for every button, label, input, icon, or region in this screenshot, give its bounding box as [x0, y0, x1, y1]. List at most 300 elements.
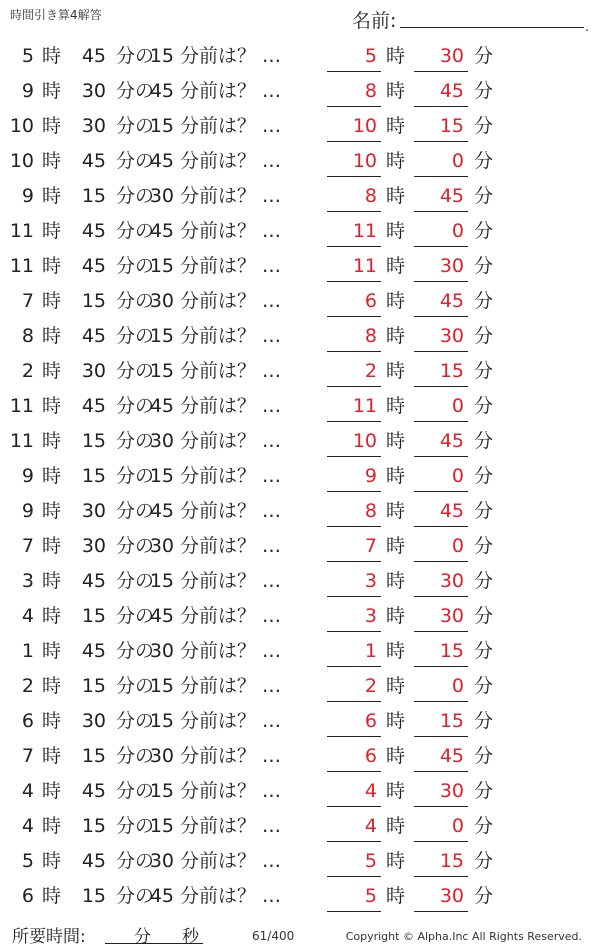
minutes-before: 15 [149, 465, 174, 487]
start-minute: 30 [81, 115, 106, 137]
problem-row [0, 318, 600, 353]
start-minute: 15 [81, 290, 106, 312]
answer-hour-line [327, 771, 381, 772]
answer-hour: 2 [364, 675, 377, 697]
start-minute: 45 [81, 850, 106, 872]
answer-minute-unit: 分 [474, 465, 494, 487]
start-hour: 10 [9, 115, 34, 137]
answer-hour-unit: 時 [386, 45, 406, 67]
start-hour: 9 [21, 500, 34, 522]
hour-unit: 時 [42, 360, 62, 382]
start-hour: 5 [21, 850, 34, 872]
answer-minute: 0 [451, 220, 464, 242]
answer-minute-line [414, 806, 468, 807]
minute-of-label: 分の [116, 780, 155, 802]
start-hour: 9 [21, 465, 34, 487]
minute-of-label: 分の [116, 605, 155, 627]
minutes-before: 45 [149, 395, 174, 417]
hour-unit: 時 [42, 325, 62, 347]
answer-minute-unit: 分 [474, 815, 494, 837]
answer-hour-unit: 時 [386, 255, 406, 277]
hour-unit: 時 [42, 430, 62, 452]
answer-minute-line [414, 491, 468, 492]
answer-minute: 45 [439, 430, 464, 452]
problem-row [0, 493, 600, 528]
start-hour: 7 [21, 290, 34, 312]
minute-of-label: 分の [116, 850, 155, 872]
answer-minute-line [414, 71, 468, 72]
hour-unit: 時 [42, 185, 62, 207]
answer-minute-unit: 分 [474, 290, 494, 312]
answer-hour: 6 [364, 710, 377, 732]
answer-hour-unit: 時 [386, 80, 406, 102]
answer-hour: 8 [364, 185, 377, 207]
answer-hour-line [327, 666, 381, 667]
answer-minute-unit: 分 [474, 255, 494, 277]
problem-row [0, 633, 600, 668]
minutes-before: 30 [149, 185, 174, 207]
question-label: 分前は？ … [180, 290, 282, 312]
start-minute: 45 [81, 255, 106, 277]
answer-minute-line [414, 561, 468, 562]
start-hour: 7 [21, 745, 34, 767]
question-label: 分前は？ … [180, 710, 282, 732]
start-minute: 45 [81, 45, 106, 67]
answer-minute-line [414, 421, 468, 422]
answer-minute-unit: 分 [474, 115, 494, 137]
minute-of-label: 分の [116, 220, 155, 242]
answer-minute: 30 [439, 780, 464, 802]
answer-minute-line [414, 141, 468, 142]
minutes-before: 45 [149, 220, 174, 242]
answer-minute-unit: 分 [474, 745, 494, 767]
hour-unit: 時 [42, 780, 62, 802]
minutes-before: 30 [149, 745, 174, 767]
answer-hour-unit: 時 [386, 570, 406, 592]
answer-hour-line [327, 841, 381, 842]
answer-minute-line [414, 876, 468, 877]
answer-hour: 4 [364, 780, 377, 802]
answer-minute: 30 [439, 45, 464, 67]
answer-hour-unit: 時 [386, 815, 406, 837]
answer-minute: 15 [439, 710, 464, 732]
answer-minute: 45 [439, 745, 464, 767]
problem-row [0, 143, 600, 178]
answer-hour-unit: 時 [386, 115, 406, 137]
question-label: 分前は？ … [180, 115, 282, 137]
answer-minute-unit: 分 [474, 220, 494, 242]
question-label: 分前は？ … [180, 850, 282, 872]
minutes-before: 30 [149, 290, 174, 312]
minutes-before: 45 [149, 500, 174, 522]
hour-unit: 時 [42, 850, 62, 872]
problem-row [0, 38, 600, 73]
answer-minute-unit: 分 [474, 675, 494, 697]
answer-hour-line [327, 596, 381, 597]
answer-hour-line [327, 631, 381, 632]
answer-hour-line [327, 806, 381, 807]
question-label: 分前は？ … [180, 45, 282, 67]
hour-unit: 時 [42, 220, 62, 242]
answer-minute-line [414, 246, 468, 247]
answer-hour-unit: 時 [386, 500, 406, 522]
copyright: Copyright © Alpha.Inc All Rights Reserved. [345, 930, 582, 943]
answer-hour-line [327, 316, 381, 317]
answer-hour-line [327, 351, 381, 352]
start-minute: 30 [81, 710, 106, 732]
minute-of-label: 分の [116, 745, 155, 767]
problem-row [0, 878, 600, 913]
start-minute: 45 [81, 780, 106, 802]
minute-of-label: 分の [116, 255, 155, 277]
answer-hour-line [327, 246, 381, 247]
question-label: 分前は？ … [180, 150, 282, 172]
hour-unit: 時 [42, 710, 62, 732]
hour-unit: 時 [42, 535, 62, 557]
answer-minute-line [414, 841, 468, 842]
hour-unit: 時 [42, 115, 62, 137]
answer-minute-unit: 分 [474, 570, 494, 592]
answer-minute: 0 [451, 465, 464, 487]
answer-minute: 0 [451, 395, 464, 417]
answer-hour-unit: 時 [386, 325, 406, 347]
question-label: 分前は？ … [180, 185, 282, 207]
answer-hour-line [327, 526, 381, 527]
answer-hour-unit: 時 [386, 465, 406, 487]
start-minute: 30 [81, 535, 106, 557]
question-label: 分前は？ … [180, 815, 282, 837]
problem-row [0, 73, 600, 108]
answer-minute-unit: 分 [474, 325, 494, 347]
start-hour: 9 [21, 185, 34, 207]
answer-hour-unit: 時 [386, 605, 406, 627]
answer-hour: 4 [364, 815, 377, 837]
problem-row [0, 668, 600, 703]
hour-unit: 時 [42, 395, 62, 417]
answer-hour-line [327, 491, 381, 492]
name-label: 名前: [352, 10, 397, 32]
question-label: 分前は？ … [180, 220, 282, 242]
problem-row [0, 213, 600, 248]
answer-hour: 11 [352, 395, 377, 417]
start-hour: 4 [21, 780, 34, 802]
question-label: 分前は？ … [180, 465, 282, 487]
question-label: 分前は？ … [180, 885, 282, 907]
start-hour: 7 [21, 535, 34, 557]
answer-minute-unit: 分 [474, 500, 494, 522]
answer-hour-unit: 時 [386, 745, 406, 767]
minutes-before: 15 [149, 325, 174, 347]
answer-hour-unit: 時 [386, 395, 406, 417]
minutes-before: 15 [149, 255, 174, 277]
problem-row [0, 353, 600, 388]
answer-hour-line [327, 456, 381, 457]
start-minute: 15 [81, 815, 106, 837]
answer-minute-unit: 分 [474, 885, 494, 907]
answer-hour-unit: 時 [386, 675, 406, 697]
answer-minute-line [414, 666, 468, 667]
answer-hour-unit: 時 [386, 885, 406, 907]
question-label: 分前は？ … [180, 535, 282, 557]
answer-hour-line [327, 386, 381, 387]
minute-of-label: 分の [116, 45, 155, 67]
start-minute: 15 [81, 885, 106, 907]
answer-hour-line [327, 736, 381, 737]
minute-of-label: 分の [116, 395, 155, 417]
answer-minute-unit: 分 [474, 45, 494, 67]
answer-hour: 8 [364, 500, 377, 522]
minute-of-label: 分の [116, 570, 155, 592]
minute-of-label: 分の [116, 360, 155, 382]
hour-unit: 時 [42, 465, 62, 487]
minute-of-label: 分の [116, 500, 155, 522]
answer-minute: 0 [451, 535, 464, 557]
answer-hour-unit: 時 [386, 220, 406, 242]
hour-unit: 時 [42, 500, 62, 522]
start-minute: 30 [81, 80, 106, 102]
answer-minute-line [414, 386, 468, 387]
answer-hour: 1 [364, 640, 377, 662]
question-label: 分前は？ … [180, 780, 282, 802]
question-label: 分前は？ … [180, 675, 282, 697]
answer-minute: 30 [439, 570, 464, 592]
answer-hour-line [327, 421, 381, 422]
minutes-before: 15 [149, 815, 174, 837]
answer-hour-line [327, 281, 381, 282]
answer-hour-unit: 時 [386, 710, 406, 732]
answer-minute-line [414, 176, 468, 177]
minute-of-label: 分の [116, 80, 155, 102]
problem-row [0, 738, 600, 773]
minutes-before: 15 [149, 675, 174, 697]
start-hour: 5 [21, 45, 34, 67]
answer-minute-unit: 分 [474, 80, 494, 102]
minutes-before: 45 [149, 150, 174, 172]
answer-hour: 10 [352, 430, 377, 452]
start-hour: 1 [21, 640, 34, 662]
minute-of-label: 分の [116, 430, 155, 452]
hour-unit: 時 [42, 290, 62, 312]
problem-row [0, 388, 600, 423]
problem-row [0, 283, 600, 318]
hour-unit: 時 [42, 640, 62, 662]
minutes-before: 15 [149, 570, 174, 592]
answer-minute-unit: 分 [474, 850, 494, 872]
start-minute: 45 [81, 150, 106, 172]
start-minute: 15 [81, 185, 106, 207]
start-hour: 3 [21, 570, 34, 592]
answer-hour: 11 [352, 255, 377, 277]
minutes-before: 15 [149, 115, 174, 137]
answer-minute: 15 [439, 850, 464, 872]
answer-minute-unit: 分 [474, 185, 494, 207]
start-hour: 2 [21, 675, 34, 697]
answer-hour: 10 [352, 115, 377, 137]
minute-of-label: 分の [116, 290, 155, 312]
answer-minute: 30 [439, 605, 464, 627]
start-hour: 11 [9, 430, 34, 452]
answer-hour-line [327, 876, 381, 877]
answer-hour-unit: 時 [386, 850, 406, 872]
answer-hour: 8 [364, 80, 377, 102]
name-line-end: . [585, 20, 589, 34]
problem-row [0, 178, 600, 213]
start-minute: 45 [81, 570, 106, 592]
problem-row [0, 843, 600, 878]
question-label: 分前は？ … [180, 360, 282, 382]
start-minute: 30 [81, 360, 106, 382]
start-minute: 45 [81, 640, 106, 662]
start-minute: 45 [81, 325, 106, 347]
answer-hour-unit: 時 [386, 185, 406, 207]
minute-of-label: 分の [116, 115, 155, 137]
minute-of-label: 分の [116, 710, 155, 732]
problem-list [0, 38, 600, 913]
answer-hour-line [327, 701, 381, 702]
hour-unit: 時 [42, 570, 62, 592]
start-hour: 11 [9, 255, 34, 277]
answer-hour-unit: 時 [386, 780, 406, 802]
answer-minute-unit: 分 [474, 605, 494, 627]
question-label: 分前は？ … [180, 325, 282, 347]
answer-hour-line [327, 211, 381, 212]
answer-hour: 9 [364, 465, 377, 487]
answer-hour: 6 [364, 745, 377, 767]
answer-minute-line [414, 211, 468, 212]
elapsed-time-label: 所要時間: [12, 927, 86, 947]
answer-minute: 0 [451, 815, 464, 837]
answer-hour-line [327, 106, 381, 107]
question-label: 分前は？ … [180, 500, 282, 522]
minutes-before: 15 [149, 360, 174, 382]
start-hour: 4 [21, 605, 34, 627]
answer-minute-line [414, 526, 468, 527]
answer-minute-unit: 分 [474, 395, 494, 417]
answer-minute: 45 [439, 185, 464, 207]
answer-minute-line [414, 351, 468, 352]
page-number: 61/400 [252, 929, 295, 943]
start-hour: 2 [21, 360, 34, 382]
answer-minute: 45 [439, 500, 464, 522]
start-minute: 15 [81, 745, 106, 767]
answer-minute: 30 [439, 885, 464, 907]
answer-hour: 10 [352, 150, 377, 172]
answer-hour: 3 [364, 605, 377, 627]
answer-hour: 5 [364, 850, 377, 872]
question-label: 分前は？ … [180, 80, 282, 102]
minutes-before: 30 [149, 535, 174, 557]
question-label: 分前は？ … [180, 640, 282, 662]
hour-unit: 時 [42, 745, 62, 767]
start-hour: 4 [21, 815, 34, 837]
answer-minute-line [414, 456, 468, 457]
minutes-before: 45 [149, 605, 174, 627]
answer-minute-unit: 分 [474, 430, 494, 452]
question-label: 分前は？ … [180, 605, 282, 627]
problem-row [0, 248, 600, 283]
answer-hour: 7 [364, 535, 377, 557]
answer-hour: 3 [364, 570, 377, 592]
answer-minute-line [414, 281, 468, 282]
hour-unit: 時 [42, 45, 62, 67]
answer-hour: 5 [364, 885, 377, 907]
start-hour: 6 [21, 710, 34, 732]
minute-of-label: 分の [116, 465, 155, 487]
problem-row [0, 703, 600, 738]
answer-minute: 0 [451, 675, 464, 697]
answer-minute: 30 [439, 325, 464, 347]
start-minute: 15 [81, 675, 106, 697]
minute-of-label: 分の [116, 535, 155, 557]
hour-unit: 時 [42, 150, 62, 172]
answer-minute: 15 [439, 115, 464, 137]
answer-hour-unit: 時 [386, 290, 406, 312]
problem-row [0, 528, 600, 563]
start-hour: 10 [9, 150, 34, 172]
answer-minute-line [414, 911, 468, 912]
start-minute: 15 [81, 605, 106, 627]
minutes-before: 30 [149, 430, 174, 452]
answer-minute-line [414, 631, 468, 632]
answer-minute-line [414, 106, 468, 107]
start-minute: 30 [81, 500, 106, 522]
hour-unit: 時 [42, 675, 62, 697]
answer-minute-unit: 分 [474, 535, 494, 557]
problem-row [0, 563, 600, 598]
minute-of-label: 分の [116, 325, 155, 347]
name-line [400, 27, 584, 28]
problem-row [0, 458, 600, 493]
minutes-before: 30 [149, 640, 174, 662]
hour-unit: 時 [42, 255, 62, 277]
answer-hour-line [327, 911, 381, 912]
problem-row [0, 423, 600, 458]
minute-of-label: 分の [116, 640, 155, 662]
answer-hour: 8 [364, 325, 377, 347]
answer-hour: 2 [364, 360, 377, 382]
minute-of-label: 分の [116, 150, 155, 172]
answer-minute: 45 [439, 290, 464, 312]
answer-minute: 15 [439, 640, 464, 662]
question-label: 分前は？ … [180, 570, 282, 592]
minutes-before: 15 [149, 780, 174, 802]
answer-minute-line [414, 596, 468, 597]
answer-minute-line [414, 771, 468, 772]
answer-hour-unit: 時 [386, 360, 406, 382]
answer-hour-line [327, 561, 381, 562]
start-hour: 8 [21, 325, 34, 347]
answer-hour-unit: 時 [386, 150, 406, 172]
answer-hour-unit: 時 [386, 535, 406, 557]
minute-of-label: 分の [116, 675, 155, 697]
answer-minute: 0 [451, 150, 464, 172]
answer-hour-unit: 時 [386, 640, 406, 662]
minutes-before: 45 [149, 80, 174, 102]
start-hour: 6 [21, 885, 34, 907]
answer-minute: 30 [439, 255, 464, 277]
start-minute: 45 [81, 220, 106, 242]
start-hour: 9 [21, 80, 34, 102]
answer-minute-unit: 分 [474, 640, 494, 662]
start-minute: 15 [81, 430, 106, 452]
question-label: 分前は？ … [180, 395, 282, 417]
problem-row [0, 773, 600, 808]
start-minute: 45 [81, 395, 106, 417]
start-minute: 15 [81, 465, 106, 487]
hour-unit: 時 [42, 605, 62, 627]
answer-minute-line [414, 701, 468, 702]
problem-row [0, 108, 600, 143]
